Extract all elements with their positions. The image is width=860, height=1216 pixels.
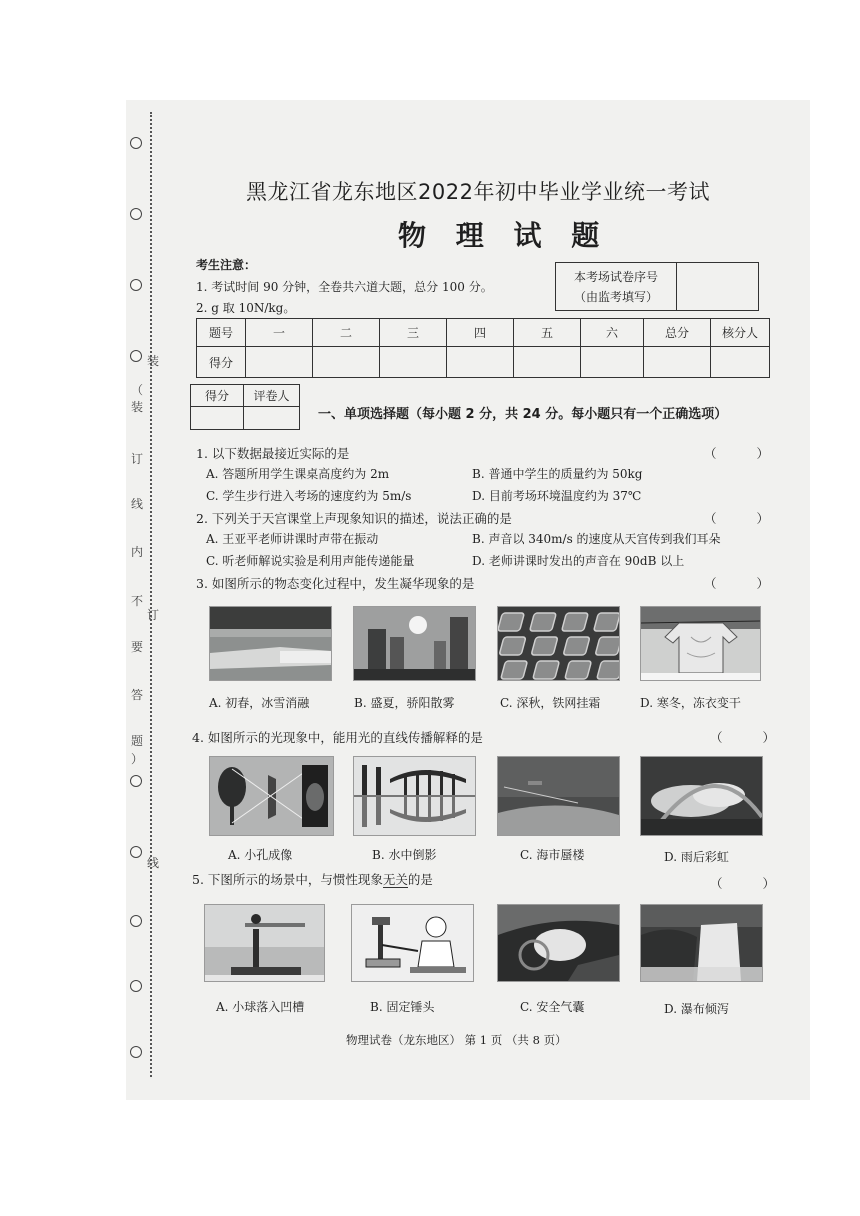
notice-line: 1. 考试时间 90 分钟，全卷共六道大题，总分 100 分。 (196, 280, 493, 294)
margin-char: 不 (131, 594, 144, 608)
score-header-cell: 题号 (197, 319, 246, 347)
binding-hole-icon (130, 915, 142, 927)
seat-number-label (556, 263, 677, 311)
score-header-cell: 四 (447, 319, 514, 347)
answer-paren[interactable]: （ ） (704, 511, 787, 526)
option: D. 目前考场环境温度约为 37℃ (472, 489, 642, 503)
score-cell[interactable] (711, 347, 770, 378)
binding-dotted-line (150, 112, 152, 1077)
binding-hole-icon (130, 980, 142, 992)
margin-char: 内 (131, 545, 144, 559)
notice-line: 2. g 取 10N/kg。 (196, 301, 296, 315)
image-caption: C. 深秋，铁网挂霜 (500, 696, 601, 710)
image-caption: A. 小孔成像 (228, 848, 293, 862)
photo-water-reflection (353, 756, 476, 836)
score-header-cell: 六 (581, 319, 644, 347)
score-cell[interactable] (447, 347, 514, 378)
question-stem (192, 870, 433, 888)
answer-paren[interactable]: （ ） (710, 876, 793, 891)
grader-name-field[interactable] (244, 407, 300, 430)
question-stem-part: 5. 下图所示的场景中，与惯性现象 (192, 872, 383, 887)
score-header-cell: 一 (246, 319, 313, 347)
image-caption: C. 安全气囊 (520, 1000, 585, 1014)
binding-hole-icon (130, 846, 142, 858)
photo-frost-net (497, 606, 620, 681)
image-caption: B. 盛夏，骄阳散雾 (354, 696, 455, 710)
photo-city-haze (353, 606, 476, 681)
photo-mirage (497, 756, 620, 836)
photo-frozen-clothes (640, 606, 761, 681)
margin-char: ） (131, 752, 144, 766)
margin-char: 线 (147, 856, 160, 870)
option: B. 声音以 340m/s 的速度从天宫传到我们耳朵 (472, 532, 721, 546)
image-caption: B. 固定锤头 (370, 1000, 435, 1014)
option: A. 答题所用学生课桌高度约为 2m (206, 467, 390, 481)
margin-char: 订 (147, 608, 160, 622)
photo-waterfall (640, 904, 763, 982)
binding-hole-icon (130, 775, 142, 787)
binding-hole-icon (130, 208, 142, 220)
question-stem: 3. 如图所示的物态变化过程中，发生凝华现象的是 (196, 576, 475, 591)
score-header-cell: 二 (313, 319, 380, 347)
image-caption: D. 雨后彩虹 (664, 850, 729, 864)
score-header-cell: 五 (514, 319, 581, 347)
exam-title: 黑龙江省龙东地区2022年初中毕业学业统一考试 (246, 180, 710, 204)
question-stem-part: 的是 (407, 872, 433, 887)
question-stem: 1. 以下数据最接近实际的是 (196, 446, 350, 461)
page-footer: 物理试卷（龙东地区） 第 1 页 （共 8 页） (346, 1033, 567, 1047)
image-caption: A. 初春，冰雪消融 (209, 696, 310, 710)
image-caption: B. 水中倒影 (372, 848, 437, 862)
seat-number-box (555, 262, 759, 311)
score-cell[interactable] (246, 347, 313, 378)
grader-score-field[interactable] (191, 407, 244, 430)
image-caption: A. 小球落入凹槽 (216, 1000, 305, 1014)
option: B. 普通中学生的质量约为 50kg (472, 467, 643, 481)
answer-paren[interactable]: （ ） (704, 576, 787, 591)
score-header-cell: 核分人 (711, 319, 770, 347)
score-cell[interactable] (313, 347, 380, 378)
photo-pinhole-imaging (209, 756, 334, 836)
score-cell[interactable] (380, 347, 447, 378)
binding-hole-icon (130, 279, 142, 291)
margin-char: 装 (147, 354, 160, 368)
seat-number-field[interactable] (677, 263, 759, 311)
margin-char: 要 (131, 640, 144, 654)
exam-subject: 物 理 试 题 (398, 219, 610, 252)
score-table (196, 318, 770, 378)
score-cell[interactable] (514, 347, 581, 378)
margin-char: 题 (131, 734, 144, 748)
answer-paren[interactable]: （ ） (710, 730, 793, 745)
binding-hole-icon (130, 137, 142, 149)
margin-char: 线 (131, 497, 144, 511)
grader-box (190, 384, 300, 430)
margin-char: 答 (131, 688, 144, 702)
photo-ball-groove (204, 904, 325, 982)
grader-score-label: 得分 (191, 385, 244, 407)
score-cell[interactable] (581, 347, 644, 378)
photo-ice-melting (209, 606, 332, 681)
binding-hole-icon (130, 1046, 142, 1058)
margin-char: 订 (131, 452, 144, 466)
binding-hole-icon (130, 350, 142, 362)
option: A. 王亚平老师讲课时声带在振动 (206, 532, 379, 546)
score-row-label: 得分 (197, 347, 246, 378)
photo-rainbow (640, 756, 763, 836)
answer-paren[interactable]: （ ） (704, 446, 787, 461)
seat-label-line: 本考场试卷序号 (573, 269, 658, 284)
photo-airbag (497, 904, 620, 982)
score-header-cell: 三 (380, 319, 447, 347)
notice-title: 考生注意： (196, 258, 257, 272)
grader-name-label: 评卷人 (244, 385, 300, 407)
image-caption: D. 瀑布倾泻 (664, 1002, 729, 1016)
drawing-fix-hammer (351, 904, 474, 982)
question-stem: 2. 下列关于天宫课堂上声现象知识的描述，说法正确的是 (196, 511, 512, 526)
margin-char: （ (131, 383, 144, 397)
question-stem: 4. 如图所示的光现象中，能用光的直线传播解释的是 (192, 730, 483, 745)
score-header-cell: 总分 (644, 319, 711, 347)
option: D. 老师讲课时发出的声音在 90dB 以上 (472, 554, 685, 568)
margin-char: 装 (131, 400, 144, 414)
section-title: 一、单项选择题（每小题 2 分，共 24 分。每小题只有一个正确选项） (318, 407, 728, 422)
option: C. 学生步行进入考场的速度约为 5m/s (206, 489, 412, 503)
score-cell[interactable] (644, 347, 711, 378)
image-caption: C. 海市蜃楼 (520, 848, 585, 862)
option: C. 听老师解说实验是利用声能传递能量 (206, 554, 415, 568)
seat-label-line: （由监考填写） (573, 289, 658, 304)
image-caption: D. 寒冬，冻衣变干 (640, 696, 741, 710)
question-stem-emphasis: 无关 (382, 872, 408, 887)
